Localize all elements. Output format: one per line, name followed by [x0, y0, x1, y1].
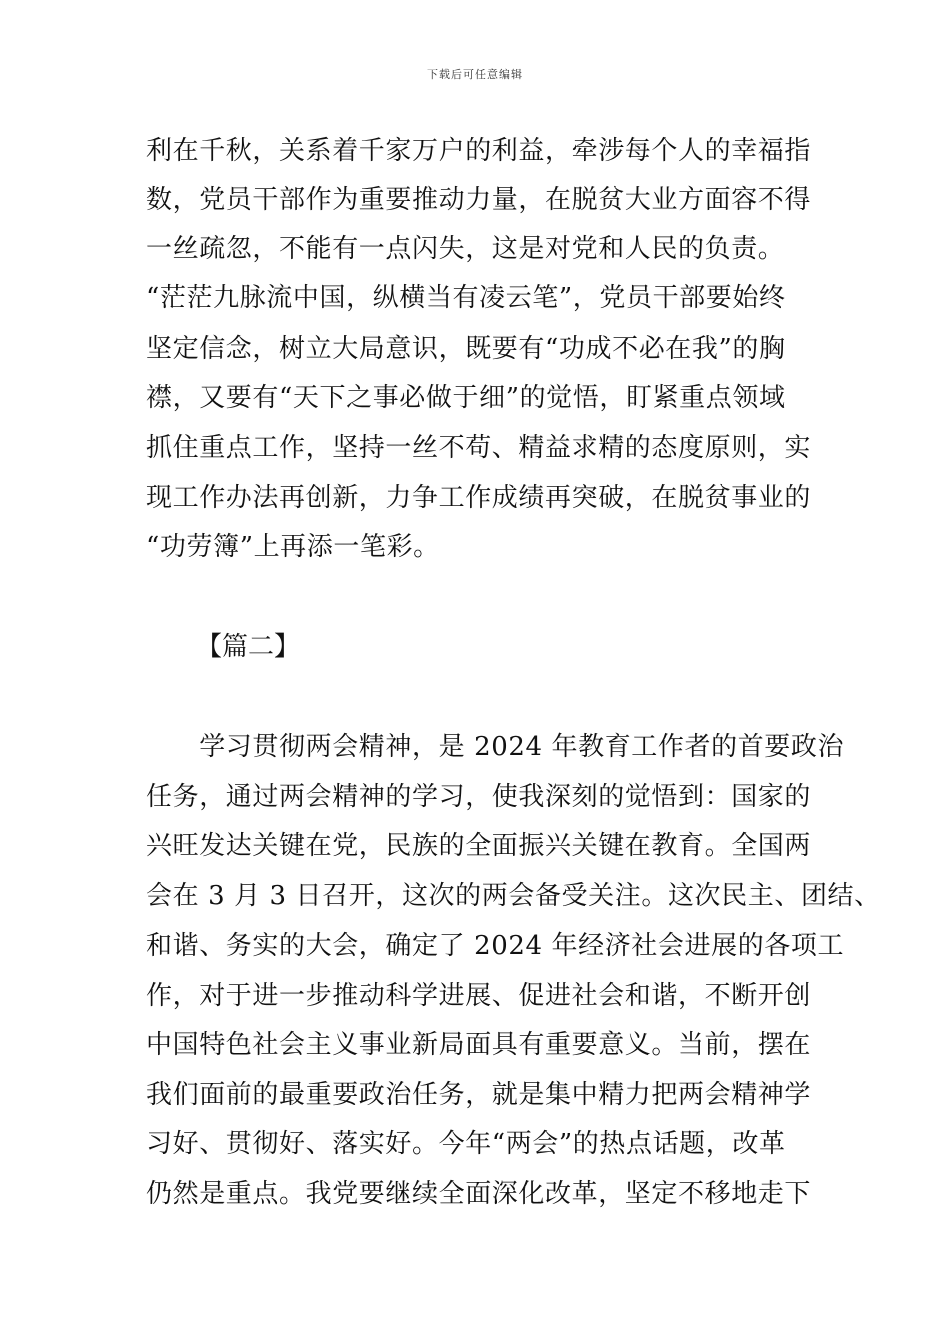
- paragraph-line: 利在千秋，关系着千家万户的利益，牵涉每个人的幸福指: [146, 136, 812, 166]
- paragraph-line: 作，对于进一步推动科学进展、促进社会和谐，不断开创: [146, 981, 812, 1011]
- paragraph-line: “功劳簿”上再添一笔彩。: [146, 532, 440, 562]
- page-header-note: 下载后可任意编辑: [427, 68, 523, 81]
- paragraph-line: 和谐、务实的大会，确定了 2024 年经济社会进展的各项工: [146, 931, 845, 961]
- paragraph-line: 一丝疏忽，不能有一点闪失，这是对党和人民的负责。: [146, 234, 785, 264]
- section-heading: 【篇二】: [196, 632, 301, 662]
- paragraph-line: 学习贯彻两会精神，是 2024 年教育工作者的首要政治: [146, 732, 845, 762]
- paragraph-line: 抓住重点工作，坚持一丝不苟、精益求精的态度原则，实: [146, 433, 812, 463]
- paragraph-line: 仍然是重点。我党要继续全面深化改革，坚定不移地走下: [146, 1179, 812, 1209]
- paragraph-line: 中国特色社会主义事业新局面具有重要意义。当前，摆在: [146, 1030, 812, 1060]
- paragraph-line: 数，党员干部作为重要推动力量，在脱贫大业方面容不得: [146, 185, 812, 215]
- paragraph-line: 襟，又要有“天下之事必做于细”的觉悟，盯紧重点领域: [146, 383, 786, 413]
- paragraph-line: 习好、贯彻好、落实好。今年“两会”的热点话题，改革: [146, 1129, 786, 1159]
- paragraph-line: 任务，通过两会精神的学习，使我深刻的觉悟到：国家的: [146, 782, 812, 812]
- paragraph-line: 会在 3 月 3 日召开，这次的两会备受关注。这次民主、团结、: [146, 881, 881, 911]
- paragraph-line: 坚定信念，树立大局意识，既要有“功成不必在我”的胸: [146, 334, 786, 364]
- paragraph-line: 兴旺发达关键在党，民族的全面振兴关键在教育。全国两: [146, 831, 812, 861]
- paragraph-line: 我们面前的最重要政治任务，就是集中精力把两会精神学: [146, 1080, 812, 1110]
- paragraph-line: “茫茫九脉流中国，纵横当有凌云笔”，党员干部要始终: [146, 283, 786, 313]
- paragraph-line: 现工作办法再创新，力争工作成绩再突破，在脱贫事业的: [146, 483, 812, 513]
